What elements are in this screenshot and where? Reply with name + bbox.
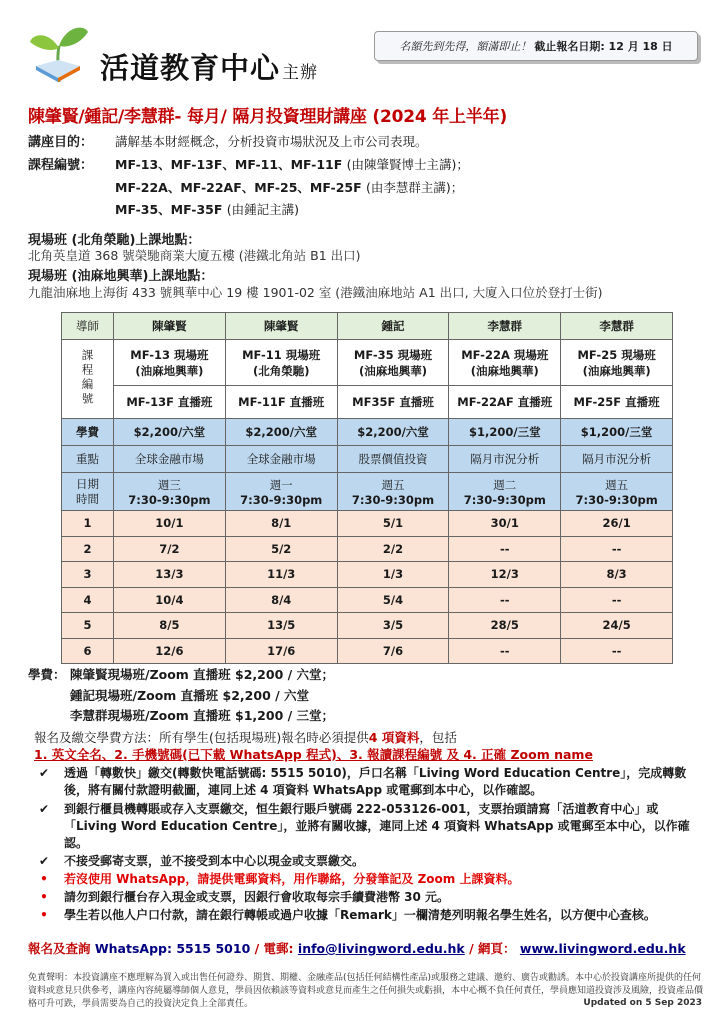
lesson-number: 5 (62, 613, 114, 639)
fee-line-1: 陳肇賢現場班/Zoom 直播班 $2,200 / 六堂； (70, 667, 335, 682)
purpose-text: 講解基本財經概念，分析投資市場狀況及上市公司表現。 (115, 134, 428, 149)
fee-line-2: 鍾記現場班/Zoom 直播班 $2,200 / 六堂 (70, 688, 310, 703)
focus-row (62, 446, 673, 473)
lesson-date: 1/3 (337, 562, 449, 588)
lesson-row (62, 613, 673, 639)
online-class-3: MF35F 直播班 (337, 386, 449, 419)
fee-row (62, 419, 673, 446)
bullet-icon: • (40, 872, 48, 886)
course-code-label (62, 340, 114, 419)
lesson-date: 8/3 (561, 562, 673, 588)
lesson-date: -- (561, 536, 673, 562)
bullet-icon: • (40, 890, 48, 904)
lesson-date: 5/1 (337, 511, 449, 537)
lesson-date: 28/5 (449, 613, 561, 639)
payment-item (34, 853, 704, 870)
weekday-1: 週三 (157, 477, 181, 492)
onsite-code-5: MF-25 現場班 (577, 347, 656, 362)
enquiry-email-label: 電郵: (263, 941, 294, 956)
location-1-address: 北角英皇道 368 號榮馳商業大廈五樓 (港鐵北角站 B1 出口) (28, 248, 361, 263)
weekday-3: 週五 (381, 477, 405, 492)
payment-item-text: 不接受郵寄支票，並不接受到本中心以現金或支票繳交。 (64, 854, 365, 868)
focus-1: 全球金融市場 (114, 446, 226, 473)
payment-item-text: 若沒使用 WhatsApp，請提供電郵資料，用作聯絡，分發筆記及 Zoom 上課資料。 (64, 872, 520, 886)
lesson-date: 7/6 (337, 638, 449, 664)
lesson-number: 6 (62, 638, 114, 664)
onsite-code-2: MF-11 現場班 (242, 347, 321, 362)
purpose-label: 講座目的： (28, 135, 94, 150)
lesson-date: 5/4 (337, 587, 449, 613)
lesson-row (62, 638, 673, 664)
payment-item (34, 765, 704, 799)
onsite-class-5 (561, 340, 673, 386)
enquiry-whatsapp: WhatsApp: 5515 5010 (94, 941, 251, 956)
time-range-3: 7:30-9:30pm (351, 492, 435, 507)
lesson-date: -- (561, 638, 673, 664)
fee-5: $1,200/三堂 (561, 419, 673, 446)
payment-required-items: 1. 英文全名、2. 手機號碼(已下載 WhatsApp 程式)、3. 報讀課程編號 及 4. 正確 Zoom name (34, 747, 593, 762)
codes-label: 課程編號： (28, 158, 94, 173)
disclaimer: 免責聲明：本投資講座不應理解為買入或出售任何證券、期貨、期權、金融產品(包括任何結構性產品)或服務之建議、邀約、廣告或勸誘。本中心於投資講座所提供的任何資料或意見只供參考，講座內容純屬導師個人意見，學員因依賴該等資料或意見而產生之任何損失或虧損，本中心概不負任何責任，學員應知道投資涉及風險，投資產品價格可升可跌，學員需要為自己的投資決定負上全部責任。 (28, 973, 704, 1009)
lesson-row (62, 562, 673, 588)
website-link[interactable]: www.livingword.edu.hk (519, 941, 686, 956)
payment-item (34, 801, 704, 852)
enquiry-label: 報名及查詢 (28, 941, 91, 956)
lesson-date: 26/1 (561, 511, 673, 537)
logo-icon (28, 22, 90, 84)
notice-deadline: 截止報名日期: 12 月 18 日 (534, 40, 673, 53)
lesson-row (62, 511, 673, 537)
page-title: 陳肇賢/鍾記/李慧群- 每月/ 隔月投資理財講座 (2024 年上半年) (28, 107, 508, 127)
lesson-date: 2/2 (337, 536, 449, 562)
fee-line-3: 李慧群現場班/Zoom 直播班 $1,200 / 三堂； (70, 708, 335, 723)
check-icon: ✔ (38, 766, 50, 780)
onsite-code-1: MF-13 現場班 (130, 347, 209, 362)
check-icon: ✔ (38, 802, 50, 816)
lesson-date: 8/5 (114, 613, 226, 639)
lesson-date: -- (449, 536, 561, 562)
codes-line-1-note: (由陳肇賢博士主講)； (346, 157, 469, 172)
payment-item (34, 871, 704, 888)
onsite-class-4 (449, 340, 561, 386)
online-class-2: MF-11F 直播班 (225, 386, 337, 419)
lesson-date: 12/6 (114, 638, 226, 664)
payment-item-text: 到銀行櫃員機轉賬或存入支票繳交，恒生銀行賬戶號碼 222-053126-001，支票抬頭請寫「活道教育中心」或「Living Word Education Centre」，並將有關收據，連同上述 4 項資料 WhatsApp 或電郵至本中心，以作確認。 (64, 802, 690, 850)
time-row-label (62, 473, 114, 511)
time-range-2: 7:30-9:30pm (240, 492, 323, 507)
onsite-class-2 (225, 340, 337, 386)
table-header-row (62, 313, 673, 340)
lesson-date: 13/5 (225, 613, 337, 639)
fee-row-label: 學費 (62, 419, 114, 446)
lesson-date: 11/3 (225, 562, 337, 588)
notice-first-come: 名額先到先得，額滿即止！ (399, 40, 532, 53)
fee-2: $2,200/六堂 (225, 419, 337, 446)
lesson-date: 17/6 (225, 638, 337, 664)
online-class-1: MF-13F 直播班 (114, 386, 226, 419)
payment-item (34, 907, 704, 924)
bullet-icon: • (40, 908, 48, 922)
lesson-row (62, 587, 673, 613)
header-tutor-2: 陳肇賢 (225, 313, 337, 340)
lesson-date: 3/5 (337, 613, 449, 639)
course-onsite-row (62, 340, 673, 386)
lesson-date: 5/2 (225, 536, 337, 562)
codes-line-3-note: (由鍾記主講) (226, 202, 300, 217)
payment-item-text: 學生若以他人户口付款，請在銀行轉帳或過户收據「Remark」一欄清楚列明報名學生姓名，以方便中心查核。 (64, 908, 656, 922)
enquiry-web-label: 網頁： (478, 941, 516, 956)
payment-intro-a: 報名及繳交學費方法：所有學生(包括現場班)報名時必須提供 (34, 730, 369, 745)
lesson-number: 4 (62, 587, 114, 613)
payment-item-text: 透過「轉數快」繳交(轉數快電話號碼: 5515 5010)，戶口名稱「Living Word Education Centre」，完成轉數後，將有關付款證明截圖，連同上述 4 項資料 WhatsApp 或電郵到本中心，以作確認。 (64, 766, 687, 797)
focus-4: 隔月市況分析 (449, 446, 561, 473)
time-range-1: 7:30-9:30pm (128, 492, 211, 507)
email-link[interactable]: info@livingword.edu.hk (297, 941, 465, 956)
lesson-date: 13/3 (114, 562, 226, 588)
codes-line-3-codes: MF-35、MF-35F (115, 202, 223, 217)
lesson-number: 2 (62, 536, 114, 562)
time-5 (561, 473, 673, 511)
online-class-5: MF-25F 直播班 (561, 386, 673, 419)
lesson-number: 1 (62, 511, 114, 537)
onsite-class-3 (337, 340, 449, 386)
codes-line-1 (115, 155, 469, 173)
header-tutor-label: 導師 (62, 313, 114, 340)
payment-item-text: 請勿到銀行櫃台存入現金或支票，因銀行會收取每宗手續費港幣 30 元。 (64, 890, 450, 904)
lesson-date: 24/5 (561, 613, 673, 639)
weekday-5: 週五 (605, 477, 629, 492)
lesson-date: -- (449, 638, 561, 664)
focus-5: 隔月市況分析 (561, 446, 673, 473)
focus-2: 全球金融市場 (225, 446, 337, 473)
time-range-4: 7:30-9:30pm (463, 492, 546, 507)
time-row-label-text: 日期時間 (76, 476, 99, 506)
payment-intro (34, 728, 457, 746)
lesson-date: 30/1 (449, 511, 561, 537)
header-tutor-3: 鍾記 (337, 313, 449, 340)
codes-line-3 (115, 200, 299, 218)
time-3 (337, 473, 449, 511)
deadline-notice (374, 31, 698, 61)
header-tutor-5: 李慧群 (561, 313, 673, 340)
schedule-table (61, 312, 673, 664)
location-2-address: 九龍油麻地上海街 433 號興華中心 19 樓 1901-02 室 (港鐵油麻地站 A1 出口, 大廈入口位於登打士街) (28, 285, 603, 300)
focus-row-label: 重點 (62, 446, 114, 473)
org-name: 活道教育中心 (100, 51, 281, 85)
lesson-date: -- (561, 587, 673, 613)
lesson-date: 10/1 (114, 511, 226, 537)
fee-4: $1,200/三堂 (449, 419, 561, 446)
time-1 (114, 473, 226, 511)
fee-1: $2,200/六堂 (114, 419, 226, 446)
onsite-venue-5: (油麻地興華) (582, 363, 651, 378)
time-2 (225, 473, 337, 511)
updated-date: Updated on 5 Sep 2023 (583, 998, 702, 1008)
lesson-date: 8/4 (225, 587, 337, 613)
fee-3: $2,200/六堂 (337, 419, 449, 446)
onsite-venue-4: (油麻地興華) (470, 363, 539, 378)
onsite-code-3: MF-35 現場班 (353, 347, 433, 362)
time-range-5: 7:30-9:30pm (575, 492, 658, 507)
onsite-venue-3: (油麻地興華) (358, 363, 427, 378)
time-4 (449, 473, 561, 511)
organizer-name (100, 46, 318, 87)
lesson-row (62, 536, 673, 562)
onsite-venue-2: (北角榮馳) (252, 363, 310, 378)
payment-intro-c: ，包括 (419, 730, 457, 745)
lesson-date: 8/1 (225, 511, 337, 537)
onsite-venue-1: (油麻地興華) (135, 363, 204, 378)
header-tutor-1: 陳肇賢 (114, 313, 226, 340)
onsite-class-1 (114, 340, 226, 386)
check-icon: ✔ (38, 854, 50, 868)
header-tutor-4: 李慧群 (449, 313, 561, 340)
payment-intro-count: 4 項資料 (368, 730, 420, 745)
codes-line-1-codes: MF-13、MF-13F、MF-11、MF-11F (115, 157, 343, 172)
codes-line-2 (115, 178, 463, 196)
onsite-code-4: MF-22A 現場班 (461, 347, 549, 362)
course-code-label-text: 課程編號 (80, 348, 95, 407)
lesson-date: 12/3 (449, 562, 561, 588)
course-online-row (62, 386, 673, 419)
codes-line-2-codes: MF-22A、MF-22AF、MF-25、MF-25F (115, 180, 362, 195)
lesson-date: 7/2 (114, 536, 226, 562)
lesson-date: 10/4 (114, 587, 226, 613)
enquiry-line: 報名及查詢 WhatsApp: 5515 5010 / 電郵: info@livingword.edu.hk / 網頁： www.livingword.edu.hk (28, 941, 686, 956)
location-2-label: 現場班 (油麻地興華)上課地點： (28, 269, 214, 284)
fees-label: 學費： (28, 667, 66, 682)
focus-3: 股票價值投資 (337, 446, 449, 473)
time-row (62, 473, 673, 511)
location-1-label: 現場班 (北角榮馳)上課地點： (28, 233, 201, 248)
lesson-number: 3 (62, 562, 114, 588)
lesson-date: -- (449, 587, 561, 613)
online-class-4: MF-22AF 直播班 (449, 386, 561, 419)
codes-line-2-note: (由李慧群主講)； (366, 180, 464, 195)
weekday-2: 週一 (269, 477, 293, 492)
weekday-4: 週二 (493, 477, 517, 492)
org-suffix: 主辦 (282, 63, 319, 83)
payment-item (34, 889, 704, 906)
